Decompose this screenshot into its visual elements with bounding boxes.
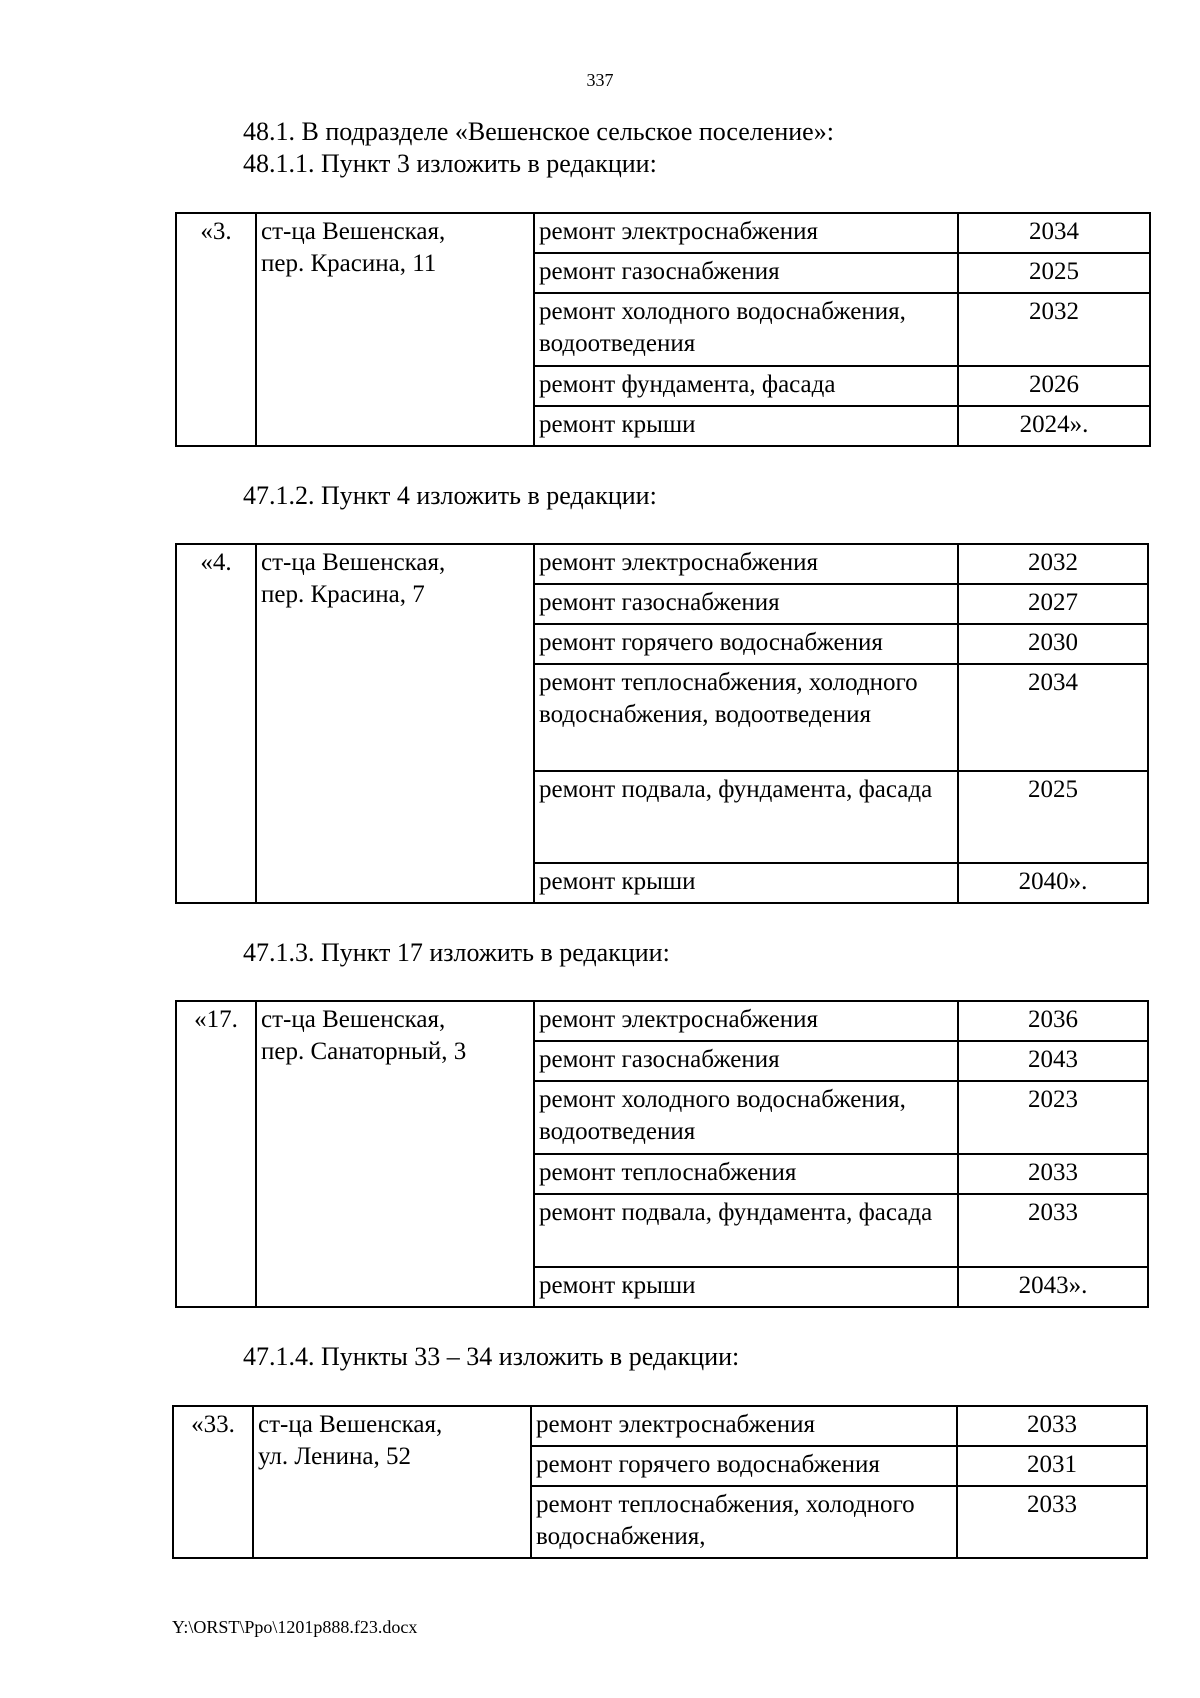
- year-cell: 2043: [958, 1041, 1148, 1081]
- address-line: пер. Красина, 7: [261, 581, 425, 608]
- year-cell: 2032: [958, 293, 1150, 366]
- year-cell: 2025: [958, 253, 1150, 293]
- address-line: ст-ца Вешенская,: [258, 1411, 443, 1438]
- amendment-table-item-17: [175, 1000, 1149, 1308]
- year-cell: 2027: [958, 584, 1148, 624]
- amendment-table-item-33: [172, 1405, 1148, 1559]
- year-cell: 2034: [958, 213, 1150, 253]
- address-line: пер. Санаторный, 3: [261, 1038, 467, 1065]
- work-cell: ремонт крыши: [534, 1267, 958, 1307]
- work-cell: ремонт электроснабжения: [534, 213, 958, 253]
- amendment-table-item-4: [175, 543, 1149, 904]
- work-cell: ремонт фундамента, фасада: [534, 366, 958, 406]
- year-cell: 2036: [958, 1001, 1148, 1041]
- work-cell: ремонт холодного водоснабжения, водоотведения: [534, 293, 958, 366]
- year-cell: 2030: [958, 624, 1148, 664]
- work-cell: ремонт газоснабжения: [534, 253, 958, 293]
- item-number: «3.: [176, 213, 256, 446]
- address-line: ст-ца Вешенская,: [261, 549, 446, 576]
- year-cell: 2026: [958, 366, 1150, 406]
- amendment-table-item-3: [175, 212, 1151, 447]
- item-number: «33.: [173, 1406, 253, 1558]
- year-cell: 2033: [958, 1194, 1148, 1267]
- item-number: «17.: [176, 1001, 256, 1307]
- year-cell: 2025: [958, 771, 1148, 863]
- work-cell: ремонт электроснабжения: [531, 1406, 957, 1446]
- address-cell: [253, 1406, 531, 1558]
- address-cell: [256, 544, 534, 903]
- year-cell: 2031: [957, 1446, 1147, 1486]
- year-cell: 2043».: [958, 1267, 1148, 1307]
- work-cell: ремонт электроснабжения: [534, 1001, 958, 1041]
- section-heading-47-1-2: 47.1.2. Пункт 4 изложить в редакции:: [243, 481, 657, 510]
- work-cell: ремонт крыши: [534, 863, 958, 903]
- year-cell: 2024».: [958, 406, 1150, 446]
- work-cell: ремонт крыши: [534, 406, 958, 446]
- work-cell: ремонт теплоснабжения, холодного водоснабжения, водоотведения: [534, 664, 958, 771]
- page-number: 337: [586, 70, 614, 90]
- work-cell: ремонт теплоснабжения: [534, 1154, 958, 1194]
- year-cell: 2032: [958, 544, 1148, 584]
- year-cell: 2040».: [958, 863, 1148, 903]
- year-cell: 2034: [958, 664, 1148, 771]
- section-heading-48-1-1: 48.1.1. Пункт 3 изложить в редакции:: [243, 149, 657, 178]
- footer-file-path: Y:\ORST\Ppo\1201p888.f23.docx: [172, 1617, 418, 1637]
- address-cell: [256, 1001, 534, 1307]
- item-number: «4.: [176, 544, 256, 903]
- address-line: ст-ца Вешенская,: [261, 218, 446, 245]
- section-heading-48-1: 48.1. В подразделе «Вешенское сельское поселение»:: [243, 117, 834, 146]
- work-cell: ремонт горячего водоснабжения: [531, 1446, 957, 1486]
- year-cell: 2033: [957, 1486, 1147, 1558]
- work-cell: ремонт холодного водоснабжения, водоотведения: [534, 1081, 958, 1154]
- address-line: ул. Ленина, 52: [258, 1443, 411, 1470]
- address-line: пер. Красина, 11: [261, 250, 437, 277]
- work-cell: ремонт подвала, фундамента, фасада: [534, 771, 958, 863]
- work-cell: ремонт теплоснабжения, холодного водоснабжения,: [531, 1486, 957, 1558]
- address-cell: [256, 213, 534, 446]
- address-line: ст-ца Вешенская,: [261, 1006, 446, 1033]
- year-cell: 2033: [958, 1154, 1148, 1194]
- work-cell: ремонт электроснабжения: [534, 544, 958, 584]
- section-heading-47-1-3: 47.1.3. Пункт 17 изложить в редакции:: [243, 938, 670, 967]
- year-cell: 2023: [958, 1081, 1148, 1154]
- year-cell: 2033: [957, 1406, 1147, 1446]
- work-cell: ремонт горячего водоснабжения: [534, 624, 958, 664]
- section-heading-47-1-4: 47.1.4. Пункты 33 – 34 изложить в редакции:: [243, 1342, 740, 1371]
- work-cell: ремонт подвала, фундамента, фасада: [534, 1194, 958, 1267]
- work-cell: ремонт газоснабжения: [534, 1041, 958, 1081]
- work-cell: ремонт газоснабжения: [534, 584, 958, 624]
